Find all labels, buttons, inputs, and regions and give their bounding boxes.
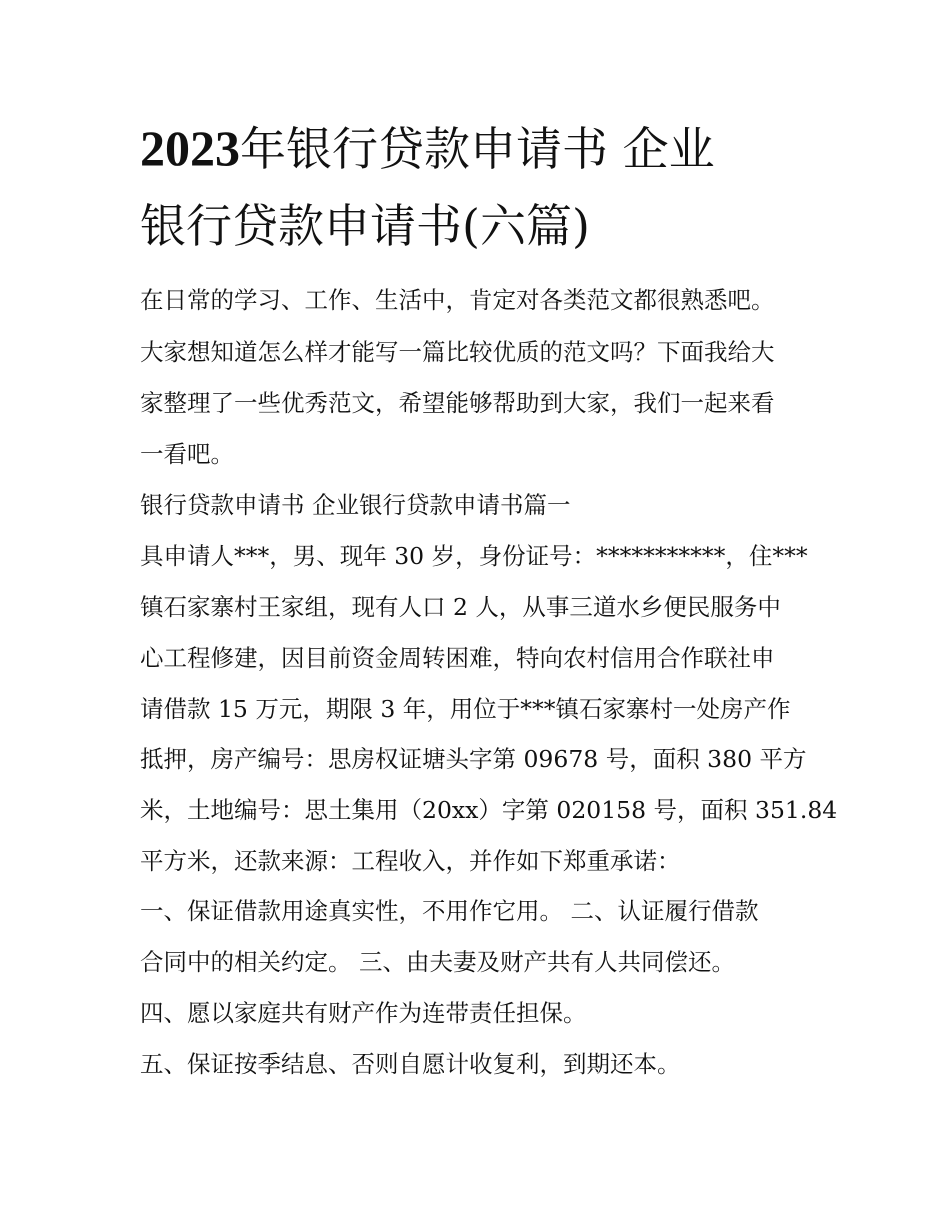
intro-line-1: 在日常的学习、工作、生活中，肯定对各类范文都很熟悉吧。: [140, 286, 775, 314]
body-line-7: 平方米，还款来源：工程收入，并作如下郑重承诺：: [140, 847, 681, 875]
body-line-2: 镇石家寨村王家组，现有人口 2 人，从事三道水乡便民服务中: [140, 593, 781, 621]
commitment-line-1: 一、保证借款用途真实性，不用作它用。 二、认证履行借款: [140, 897, 759, 925]
body-line-5: 抵押，房产编号：思房权证塘头字第 09678 号，面积 380 平方: [140, 745, 807, 773]
intro-line-2: 大家想知道怎么样才能写一篇比较优质的范文吗？下面我给大: [140, 338, 775, 366]
body-line-1: 具申请人***，男、现年 30 岁，身份证号：***********，住***: [140, 542, 808, 570]
intro-line-3: 家整理了一些优秀范文，希望能够帮助到大家，我们一起来看: [140, 389, 775, 417]
commitment-line-2: 合同中的相关约定。 三、由夫妻及财产共有人共同偿还。: [140, 948, 735, 976]
intro-line-4: 一看吧。: [140, 440, 234, 468]
body-line-3: 心工程修建，因目前资金周转困难，特向农村信用合作联社申: [140, 644, 775, 672]
commitment-line-4: 五、保证按季结息、否则自愿计收复利，到期还本。: [140, 1050, 681, 1078]
title-line-1-text: 年银行贷款申请书 企业: [240, 122, 715, 176]
section-heading: 银行贷款申请书 企业银行贷款申请书篇一: [140, 491, 571, 519]
commitment-line-3: 四、愿以家庭共有财产作为连带责任担保。: [140, 999, 587, 1027]
document-title-line-2: 银行贷款申请书(六篇): [140, 199, 590, 253]
title-year: 2023: [140, 120, 240, 176]
document-title-line-1: [140, 118, 820, 179]
body-line-4: 请借款 15 万元，期限 3 年，用位于***镇石家寨村一处房产作: [140, 695, 791, 723]
body-line-6: 米，土地编号：思土集用（20xx）字第 020158 号，面积 351.84: [140, 796, 838, 824]
